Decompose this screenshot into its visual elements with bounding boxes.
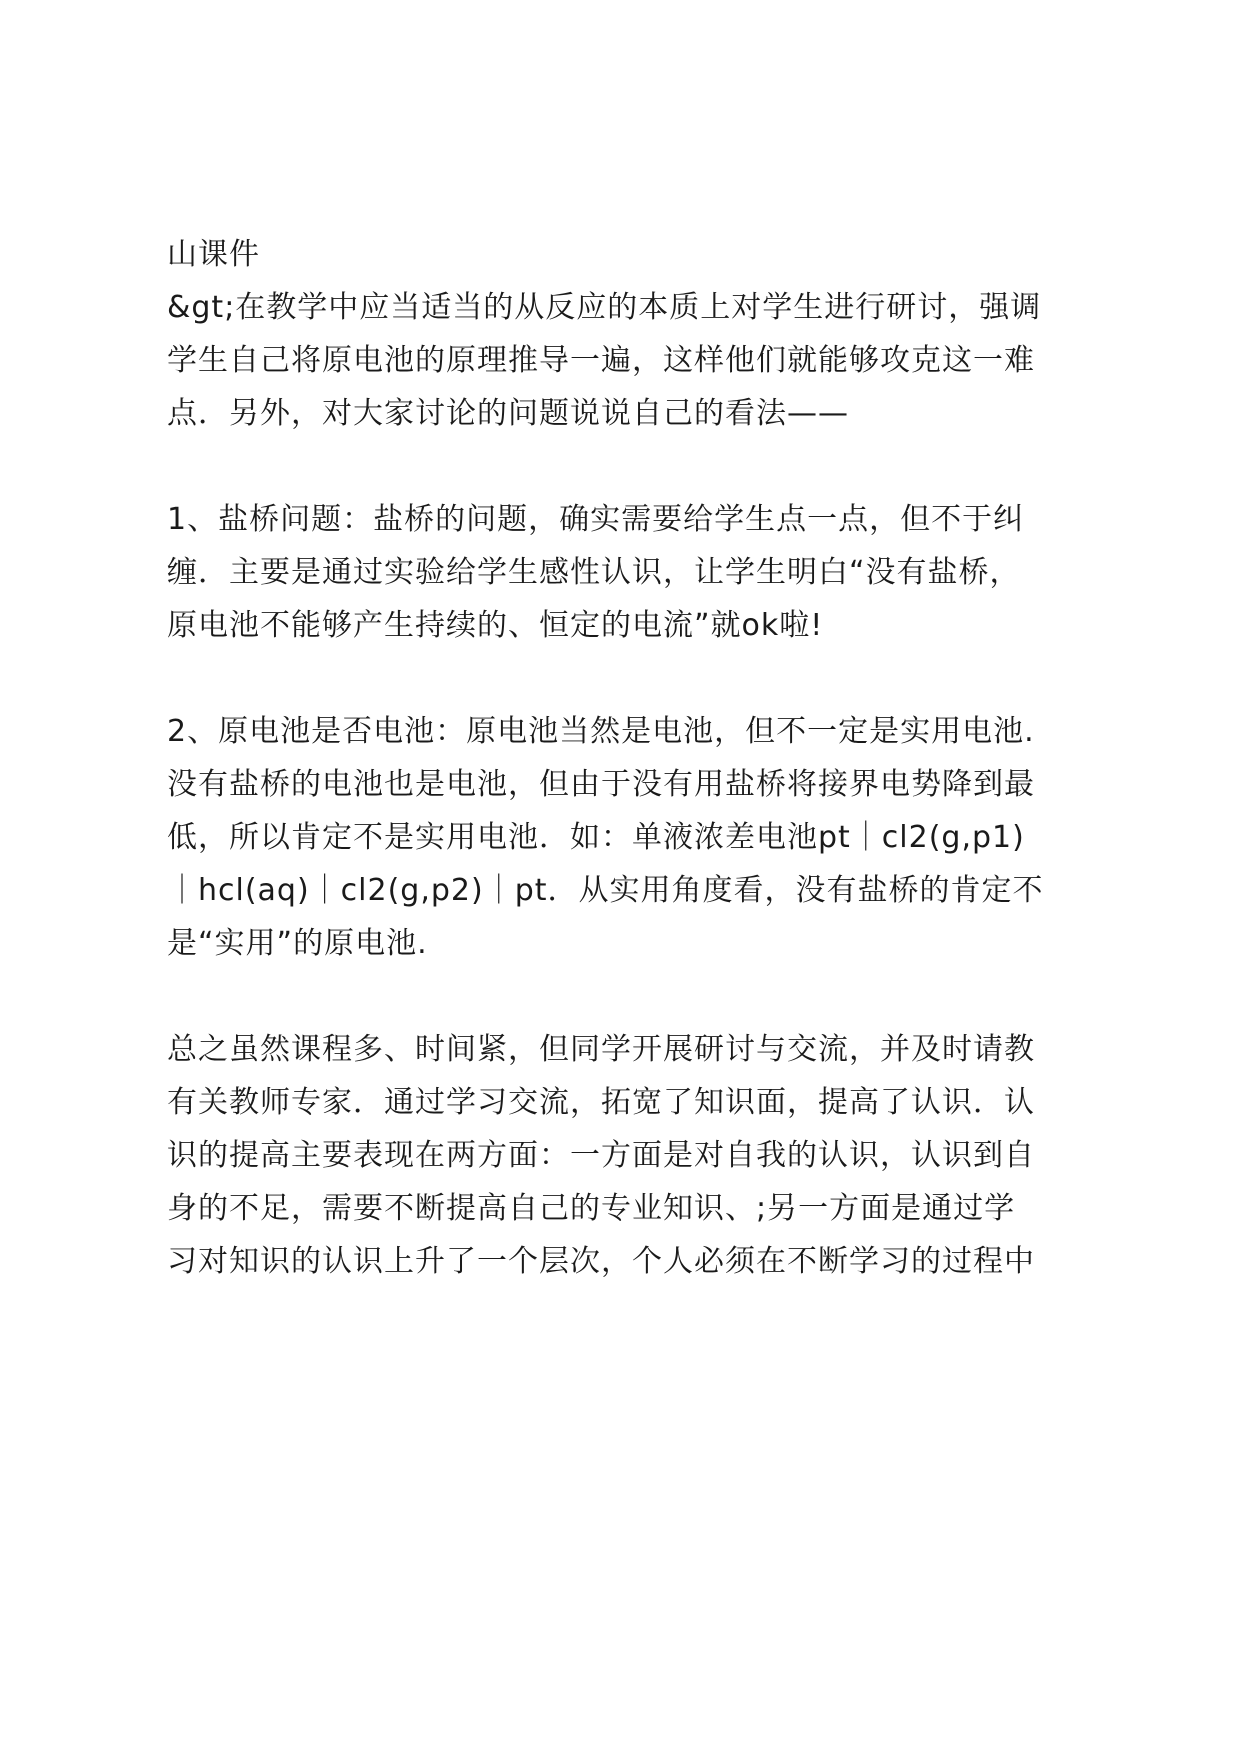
text-line: 有关教师专家．通过学习交流，拓宽了知识面，提高了认识．认 [167,1085,1035,1120]
text-line: 缠．主要是通过实验给学生感性认识，让学生明白“没有盐桥， [167,555,1021,590]
text-line: 1、盐桥问题：盐桥的问题，确实需要给学生点一点，但不于纠 [167,502,1025,537]
text-line: 原电池不能够产生持续的、恒定的电流”就ok啦! [167,608,824,643]
text-line: 学生自己将原电池的原理推导一遍，这样他们就能够攻克这一难 [167,343,1035,378]
text-line: &gt;在教学中应当适当的从反应的本质上对学生进行研讨，强调 [167,290,1042,325]
text-line: 山课件 [167,237,260,272]
paragraph-gap [167,440,1097,493]
text-line: 总之虽然课程多、时间紧，但同学开展研讨与交流，并及时请教 [167,1032,1035,1067]
text-line: 是“实用”的原电池. [167,926,428,961]
text-line: ｜hcl(aq)｜cl2(g,p2)｜pt．从实用角度看，没有盐桥的肯定不 [167,873,1044,908]
text-line: 识的提高主要表现在两方面：一方面是对自我的认识，认识到自 [167,1138,1035,1173]
paragraph-gap [167,970,1097,1023]
paragraph-gap [167,652,1097,705]
document-body [167,228,1097,1288]
text-line: 习对知识的认识上升了一个层次，个人必须在不断学习的过程中 [167,1244,1035,1279]
text-line: 低，所以肯定不是实用电池．如：单液浓差电池pt｜cl2(g,p1) [167,820,1025,855]
text-line: 点．另外，对大家讨论的问题说说自己的看法—— [167,396,849,431]
text-line: 没有盐桥的电池也是电池，但由于没有用盐桥将接界电势降到最 [167,767,1035,802]
text-line: 2、原电池是否电池：原电池当然是电池，但不一定是实用电池. [167,714,1035,749]
text-line: 身的不足，需要不断提高自己的专业知识、;另一方面是通过学 [167,1191,1016,1226]
